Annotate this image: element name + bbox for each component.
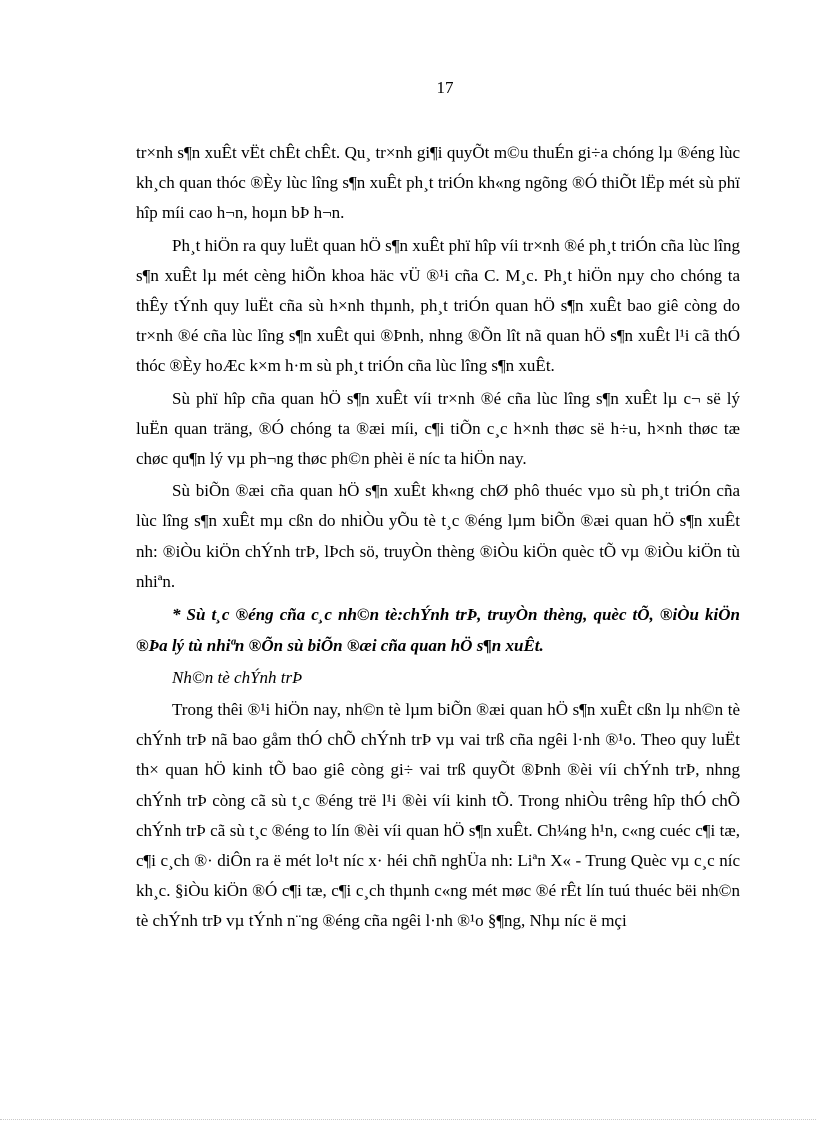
paragraph-2: Ph¸t hiÖn ra quy luËt quan hÖ s¶n xuÊt phï hîp víi tr×nh ®é ph¸t triÓn cña lùc lîng s¶n xuÊt lµ mét cèng hiÕn khoa häc vÜ ®¹i cña C. M¸c. Ph¸t hiÖn nµy cho chóng ta thÊy tÝnh quy luËt cña sù h×nh thµnh, ph¸t triÓn quan hÖ s¶n xuÊt bao giê còng do tr×nh ®é cña lùc lîng s¶n xuÊt qui ®Þnh, nhng ®Õn lît nã quan hÖ s¶n xuÊt l¹i cã thÓ thóc ®Èy hoÆc k×m h·m sù ph¸t triÓn cña lùc lîng s¶n xuÊt.	[136, 235, 740, 376]
section-heading: * Sù t¸c ®éng cña c¸c nh©n tè:chÝnh trÞ, truyÒn thèng, quèc tÕ, ®iÒu kiÖn ®Þa lý tù nhiªn ®Õn sù biÕn ®æi cña quan hÖ s¶n xuÊt.	[136, 605, 740, 656]
page-number: 17	[436, 78, 454, 97]
footer-divider	[0, 1119, 816, 1120]
subsection-heading: Nh©n tè chÝnh trÞ	[172, 668, 303, 688]
paragraph-1: tr×nh s¶n xuÊt vËt chÊt chÊt. Qu¸ tr×nh gi¶i quyÕt m©u thuÉn gi÷a chóng lµ ®éng lùc kh¸ch quan thóc ®Èy lùc lîng s¶n xuÊt ph¸t triÓn kh«ng ngõng ®Ó thiÕt lËp mét sù phï hîp míi cao h¬n, hoµn bÞ h¬n.	[136, 143, 740, 223]
paragraph-3: Sù phï hîp cña quan hÖ s¶n xuÊt víi tr×nh ®é cña lùc lîng s¶n xuÊt lµ c¬ së lý luËn quan träng, ®Ó chóng ta ®æi míi, c¶i tiÕn c¸c h×nh thøc së h÷u, h×nh thøc tæ chøc qu¶n lý vµ ph¬ng thøc ph©n phèi ë níc ta hiÖn nay.	[136, 388, 740, 469]
paragraph-4: Sù biÕn ®æi cña quan hÖ s¶n xuÊt kh«ng chØ phô thuéc vµo sù ph¸t triÓn cña lùc lîng s¶n xuÊt mµ cßn do nhiÒu yÕu tè t¸c ®éng lµm biÕn ®æi quan hÖ s¶n xuÊt nh: ®iÒu kiÖn chÝnh trÞ, lÞch sö, truyÒn thèng ®iÒu kiÖn quèc tÕ vµ ®iÒu kiÖn tù nhiªn.	[136, 481, 740, 591]
paragraph-5: Trong thêi ®¹i hiÖn nay, nh©n tè lµm biÕn ®æi quan hÖ s¶n xuÊt cßn lµ nh©n tè chÝnh trÞ nã bao gåm thÓ chÕ chÝnh trÞ vµ vai trß cña ngêi l·nh ®¹o. Theo quy luËt th× quan hÖ kinh tÕ bao giê còng gi÷ vai trß quyÕt ®Þnh ®èi víi chÝnh trÞ, nhng chÝnh trÞ còng cã sù t¸c ®éng trë l¹i ®èi víi kinh tÕ. Trong nhiÒu trêng hîp thÓ chÕ chÝnh trÞ cã sù t¸c ®éng to lín ®èi víi quan hÖ s¶n xuÊt. Ch¼ng h¹n, c«ng cuéc c¶i tæ, c¶i c¸ch ®· diÔn ra ë mét lo¹t níc x· héi chñ nghÜa nh: Liªn X« - Trung Quèc vµ c¸c níc kh¸c. §iÒu kiÖn ®Ó c¶i tæ, c¶i c¸ch thµnh c«ng mét møc ®é rÊt lín tuú thuéc bëi nh©n tè chÝnh trÞ vµ tÝnh n¨ng ®éng cña ngêi l·nh ®¹o §¶ng, Nhµ níc ë mçi	[136, 700, 740, 931]
body-text	[136, 138, 740, 937]
